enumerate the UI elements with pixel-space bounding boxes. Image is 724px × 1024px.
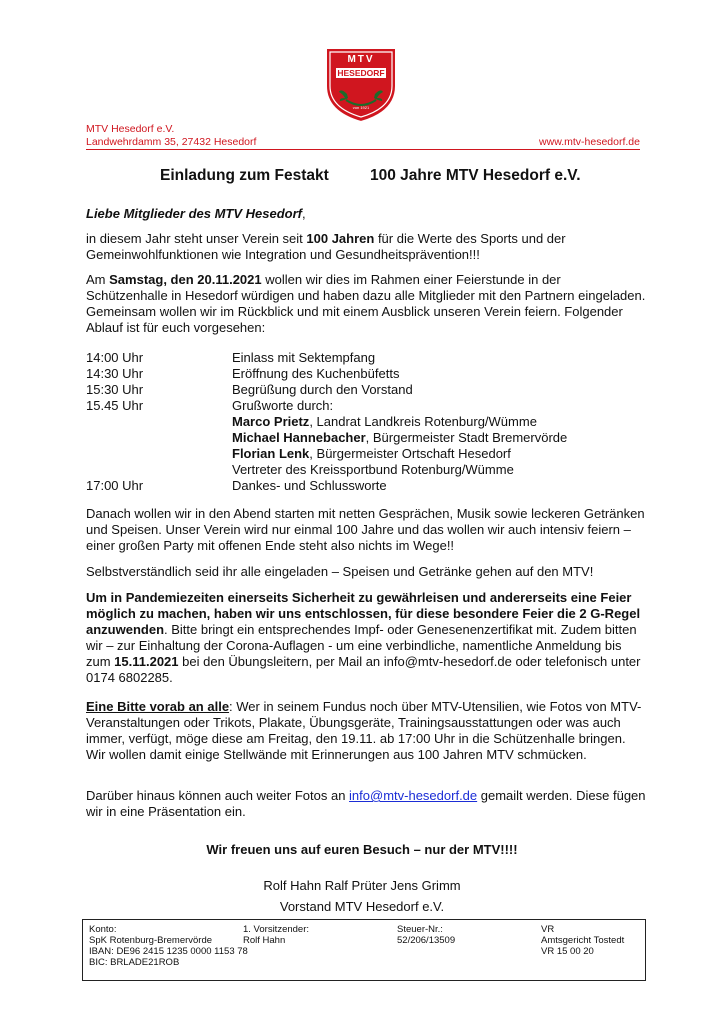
footer-tax	[397, 924, 455, 946]
signers: Rolf Hahn Ralf Prüter Jens Grimm	[263, 878, 461, 893]
schedule-time: 14:30 Uhr	[86, 366, 144, 381]
p1-text-b: für die Werte des Sports und der Gemeinwohlfunktionen wie Integration und Gesundheitsprävention!!!	[86, 231, 566, 262]
title-right: 100 Jahre MTV Hesedorf e.V.	[370, 167, 581, 184]
salutation-comma: ,	[302, 206, 306, 221]
greeting-speaker	[232, 430, 567, 445]
p5-text-a: . Bitte bringt ein entsprechendes Impf- oder Genesenenzertifikat mit. Zudem bitten wir – zur Einhaltung der Corona-Auflagen - um eine verbindliche, namentliche Anmeldung bis zum	[86, 622, 637, 669]
p7-text-a: Darüber hinaus können auch weiter Fotos an	[86, 788, 350, 803]
footer-line: Konto:	[89, 924, 117, 935]
p1-text-a: in diesem Jahr steht unser Verein seit	[86, 231, 307, 246]
schedule-activity: Eröffnung des Kuchenbüfetts	[232, 366, 400, 381]
footer-line: Rolf Hahn	[243, 935, 286, 946]
paragraph-photos	[86, 788, 646, 820]
board-name: Vorstand MTV Hesedorf e.V.	[279, 899, 445, 914]
footer-line: SpK Rotenburg-Bremervörde	[89, 935, 213, 946]
schedule-time: 17:00 Uhr	[86, 478, 144, 493]
footer-register	[541, 924, 624, 957]
greeting-speaker	[232, 414, 537, 429]
speaker-role: , Bürgermeister Stadt Bremervörde	[365, 430, 568, 445]
schedule-time: 15:30 Uhr	[86, 382, 144, 397]
p2-text-a: Am	[86, 272, 110, 287]
paragraph-evening: Danach wollen wir in den Abend starten mit netten Gesprächen, Musik sowie leckeren Getränken und Speisen. Unser Verein wird nur einmal 100 Jahre und das wollen wir auch intensiv feiern – einer großen Party mit offenen Ende steht also nichts im Wege!!	[86, 506, 645, 553]
header-org: MTV Hesedorf e.V.	[86, 123, 175, 135]
schedule-activity: Einlass mit Sektempfang	[232, 350, 376, 365]
speaker-name: Marco Prietz	[232, 414, 310, 429]
paragraph-invited: Selbstverständlich seid ihr alle eingeladen – Speisen und Getränke gehen auf den MTV!	[86, 564, 594, 579]
schedule-activity: Grußworte durch:	[232, 398, 334, 413]
footer-line: VR 15 00 20	[541, 946, 594, 957]
p5-bold-date: 15.11.2021	[114, 654, 179, 669]
speaker-role: , Bürgermeister Ortschaft Hesedorf	[309, 446, 511, 461]
schedule-activity: Begrüßung durch den Vorstand	[232, 382, 413, 397]
schedule-time: 15.45 Uhr	[86, 398, 144, 413]
footer-box	[82, 919, 646, 981]
header-website: www.mtv-hesedorf.de	[539, 136, 640, 148]
greeting-speaker	[232, 462, 514, 477]
paragraph-request	[86, 699, 646, 763]
club-logo	[322, 42, 400, 124]
p7-text-b: gemailt werden. Diese fügen wir in eine Präsentation ein.	[86, 788, 646, 819]
closing-line: Wir freuen uns auf euren Besuch – nur der MTV!!!!	[206, 842, 518, 857]
schedule-activity: Dankes- und Schlussworte	[232, 478, 387, 493]
p5-text-b: bei den Übungsleitern, per Mail an info@mtv-hesedorf.de oder telefonisch unter 0174 6802285.	[86, 654, 641, 685]
paragraph-intro	[86, 231, 646, 263]
p2-bold-date: Samstag, den 20.11.2021	[109, 272, 262, 287]
p6-heading: Eine Bitte vorab an alle	[86, 699, 230, 714]
speaker-role: , Landrat Landkreis Rotenburg/Wümme	[309, 414, 537, 429]
p6-text-a: : Wer in seinem Fundus noch über MTV-Utensilien, wie Fotos von MTV-Veranstaltungen oder Trikots, Plakate, Übungsgeräte, Trainingsausstattungen oder was auch immer, verfügt, möge diese am Freitag, den 19.11. ab 17:00 Uhr in die Schützenhalle bringen.	[86, 699, 642, 746]
footer-line: BIC: BRLADE21ROB	[89, 957, 180, 968]
paragraph-event	[86, 272, 646, 336]
speaker-name: Florian Lenk	[232, 446, 310, 461]
footer-bank	[89, 924, 248, 968]
p5-bold: Um in Pandemiezeiten einerseits Sicherheit zu gewährleisen und andererseits eine Feier möglich zu machen, haben wir uns entschlossen, für diese besondere Feier die 2 G-Regel anzuwenden	[86, 590, 641, 637]
speaker-name: Michael Hannebacher	[232, 430, 366, 445]
logo-text-hesedorf: HESEDORF	[337, 68, 385, 78]
greeting-speaker	[232, 446, 511, 461]
p6-text-b: Wir wollen damit einige Stellwände mit Erinnerungen aus 100 Jahren MTV schmücken.	[86, 747, 587, 762]
footer-line: Steuer-Nr.:	[397, 924, 443, 935]
speaker-role: Vertreter des Kreissportbund Rotenburg/Wümme	[232, 462, 514, 477]
p1-bold: 100 Jahren	[306, 231, 375, 246]
paragraph-covid	[86, 590, 646, 686]
salutation	[86, 206, 306, 221]
p2-text-b: wollen wir dies im Rahmen einer Feierstunde in der Schützenhalle in Hesedorf würdigen und haben dazu alle Mitglieder mit den Partnern eingeladen. Gemeinsam wollen wir im Rückblick und mit einem Ausblick unseren Verein feiern. Folgender Ablauf ist für euch vorgesehen:	[86, 272, 646, 335]
schedule-time: 14:00 Uhr	[86, 350, 144, 365]
logo-text-year: von 1921	[352, 105, 370, 110]
header-rule	[86, 149, 640, 150]
footer-line: 1. Vorsitzender:	[243, 924, 310, 935]
email-link[interactable]: info@mtv-hesedorf.de	[349, 788, 478, 803]
footer-line: 52/206/13509	[397, 935, 456, 946]
footer-line: VR	[541, 924, 555, 935]
header-address: Landwehrdamm 35, 27432 Hesedorf	[86, 136, 257, 148]
footer-line: IBAN: DE96 2415 1235 0000 1153 78	[89, 946, 248, 957]
footer-chairman	[243, 924, 309, 946]
title-left: Einladung zum Festakt	[160, 167, 329, 184]
footer-line: Amtsgericht Tostedt	[541, 935, 625, 946]
salutation-text: Liebe Mitglieder des MTV Hesedorf	[86, 206, 302, 221]
logo-text-mtv: MTV	[347, 54, 375, 65]
